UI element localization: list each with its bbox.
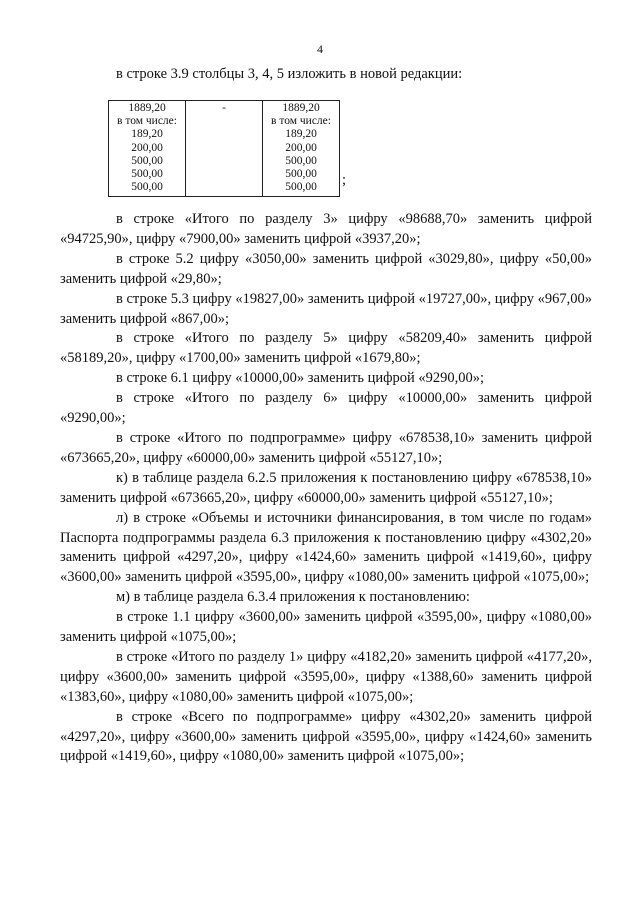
cell-line: в том числе: <box>271 115 331 128</box>
cell-line: 500,00 <box>131 168 163 181</box>
cell-line: 1889,20 <box>282 102 320 114</box>
paragraph: в строке «Итого по разделу 6» цифру «10000,00» заменить цифрой «9290,00»; <box>60 390 592 427</box>
column-3-cell <box>109 101 186 197</box>
column-4-cell <box>186 101 263 197</box>
paragraph: л) в строке «Объемы и источники финансирования, в том числе по годам» Паспорта подпрограммы раздела 6.3 приложения к постановлению цифру «4302,20» заменить цифрой «4297,20», цифру «1424,60» заменить цифрой «1419,60», цифру «3600,00» заменить цифрой «3595,00», цифру «1080,00» заменить цифрой «1075,00»; <box>60 509 592 586</box>
cell-line: 189,20 <box>285 128 317 141</box>
paragraph: в строке «Итого по разделу 3» цифру «98688,70» заменить цифрой «94725,90», цифру «7900,00» заменить цифрой «3937,20»; <box>60 211 592 247</box>
paragraph: в строке 1.1 цифру «3600,00» заменить цифрой «3595,00», цифру «1080,00» заменить цифрой «1075,00»; <box>60 609 592 646</box>
cell-line: в том числе: <box>117 115 177 128</box>
paragraph: в строке «Итого по разделу 5» цифру «58209,40» заменить цифрой «58189,20», цифру «1700,00» заменить цифрой «1679,80»; <box>60 330 592 367</box>
cell-line: 500,00 <box>285 154 317 167</box>
cell-line: 500,00 <box>131 154 163 167</box>
cell-line: - <box>222 102 226 114</box>
paragraph: в строке 6.1 цифру «10000,00» заменить цифрой «9290,00»; <box>116 370 485 387</box>
paragraph: в строке «Итого по разделу 1» цифру «4182,20» заменить цифрой «4177,20», цифру «3600,00» заменить цифрой «3595,00», цифру «1388,60» заменить цифрой «1383,60», цифру «1080,00» заменить цифрой «1075,00»; <box>60 648 592 705</box>
table-semicolon: ; <box>342 172 347 188</box>
paragraph: к) в таблице раздела 6.2.5 приложения к постановлению цифру «678538,10» заменить цифрой «673665,20», цифру «60000,00» заменить цифрой «55127,10»; <box>60 469 592 506</box>
cell-line: 200,00 <box>285 141 317 154</box>
cell-line: 189,20 <box>131 128 163 141</box>
paragraph: в строке «Всего по подпрограмме» цифру «4302,20» заменить цифрой «4297,20», цифру «3600,00» заменить цифрой «3595,00», цифру «1424,60» заменить цифрой «1419,60», цифру «1080,00» заменить цифрой «1075,00»; <box>60 708 592 765</box>
paragraph: в строке «Итого по подпрограмме» цифру «678538,10» заменить цифрой «673665,20», цифру «60000,00» заменить цифрой «55127,10»; <box>60 429 592 466</box>
values-table <box>108 100 340 197</box>
page-number: 4 <box>317 42 323 56</box>
cell-line: 500,00 <box>285 181 317 194</box>
paragraph: в строке 5.3 цифру «19827,00» заменить цифрой «19727,00», цифру «967,00» заменить цифрой «867,00»; <box>60 290 592 327</box>
cell-line: 1889,20 <box>128 102 166 114</box>
paragraph: в строке 5.2 цифру «3050,00» заменить цифрой «3029,80», цифру «50,00» заменить цифрой «29,80»; <box>60 250 592 287</box>
table-row <box>109 101 340 197</box>
cell-line: 200,00 <box>131 141 163 154</box>
intro-text: в строке 3.9 столбцы 3, 4, 5 изложить в новой редакции: <box>116 66 463 82</box>
paragraph: м) в таблице раздела 6.3.4 приложения к постановлению: <box>116 589 470 606</box>
column-5-cell <box>263 101 340 197</box>
cell-line: 500,00 <box>131 181 163 194</box>
cell-line: 500,00 <box>285 168 317 181</box>
amendments-body <box>60 210 592 767</box>
